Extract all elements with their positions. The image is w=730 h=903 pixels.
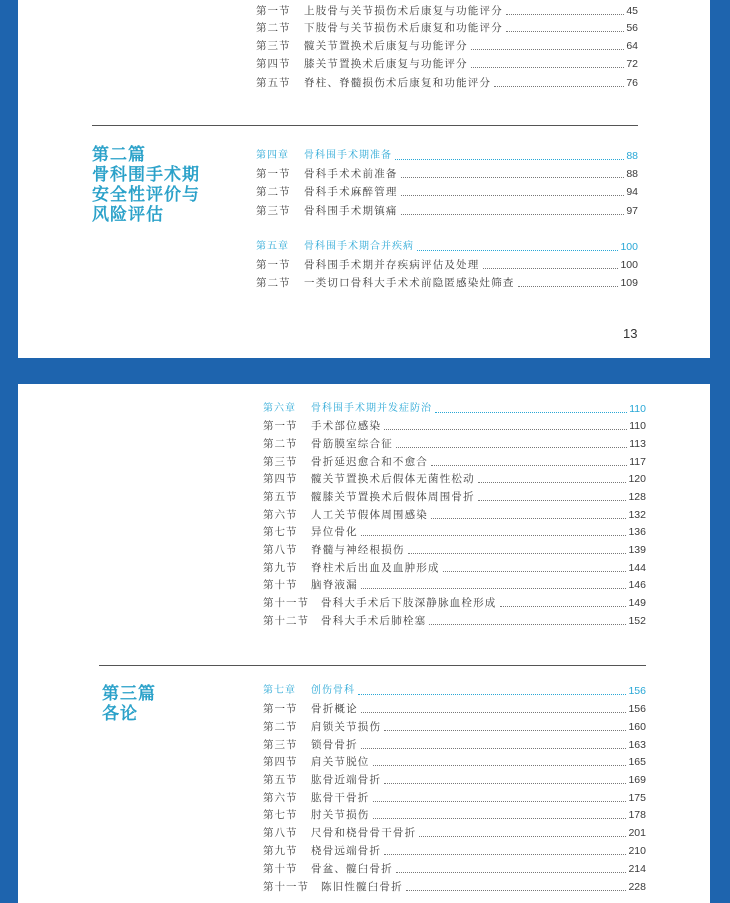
- leader-dots: [373, 765, 627, 766]
- leader-dots: [373, 818, 627, 819]
- toc-section-row[interactable]: [263, 488, 646, 506]
- toc-section-row[interactable]: [263, 842, 646, 860]
- leader-dots: [429, 624, 626, 625]
- leader-dots: [431, 465, 627, 466]
- page-ref: 169: [628, 774, 646, 786]
- page-ref: 56: [626, 22, 638, 34]
- toc-section-row[interactable]: [263, 753, 646, 771]
- toc-section-row[interactable]: [263, 541, 646, 559]
- section-title: 脑脊液漏: [311, 579, 358, 591]
- section-number: 第七节: [263, 526, 298, 538]
- page-ref: 132: [628, 509, 646, 521]
- section-number: 第十二节: [263, 615, 309, 627]
- leader-dots: [401, 177, 625, 178]
- section-number: 第四节: [263, 473, 298, 485]
- toc-section-row[interactable]: [263, 789, 646, 807]
- section-title: 上肢骨与关节损伤术后康复与功能评分: [304, 5, 503, 17]
- toc-section-row[interactable]: [256, 183, 638, 201]
- leader-dots: [384, 730, 626, 731]
- toc-section-row[interactable]: [263, 417, 646, 435]
- page-ref: 146: [628, 579, 646, 591]
- toc-section-row[interactable]: [263, 718, 646, 736]
- section-title: 膝关节置换术后康复与功能评分: [304, 58, 468, 70]
- section-title: 髋关节置换术后康复与功能评分: [304, 40, 468, 52]
- section-number: 第九节: [263, 845, 298, 857]
- toc-section-row[interactable]: [263, 860, 646, 878]
- page-ref: 136: [628, 526, 646, 538]
- section-title: 骨折概论: [311, 703, 358, 715]
- leader-dots: [406, 890, 627, 891]
- leader-dots: [471, 49, 625, 50]
- toc-section-row[interactable]: [263, 453, 646, 471]
- section-number: 第六节: [263, 792, 298, 804]
- section-title: 肱骨干骨折: [311, 792, 370, 804]
- page-ref: 100: [620, 259, 638, 271]
- section-title: 尺骨和桡骨骨干骨折: [311, 827, 417, 839]
- section-number: 第八节: [263, 544, 298, 556]
- toc-section-row[interactable]: [263, 612, 646, 630]
- section-number: 第五节: [263, 491, 298, 503]
- page-ref: 117: [629, 456, 646, 468]
- section-title: 肱骨近端骨折: [311, 774, 382, 786]
- section-number: 第十节: [263, 863, 298, 875]
- part-title: [102, 684, 156, 724]
- section-number: 第一节: [263, 703, 298, 715]
- page-ref: 160: [628, 721, 646, 733]
- page-ref: 45: [626, 5, 638, 17]
- leader-dots: [431, 518, 626, 519]
- leader-dots: [408, 553, 627, 554]
- toc-section-row[interactable]: [256, 202, 638, 220]
- leader-dots: [435, 412, 627, 413]
- leader-dots: [417, 250, 618, 251]
- section-number: 第一节: [256, 168, 291, 180]
- leader-dots: [384, 854, 626, 855]
- section-number: 第十节: [263, 579, 298, 591]
- page-ref: 152: [628, 615, 646, 627]
- leader-dots: [443, 571, 627, 572]
- part-label: 第三篇: [102, 684, 156, 704]
- toc-section-row[interactable]: [263, 878, 646, 896]
- section-title: 异位骨化: [311, 526, 358, 538]
- page-ref: 94: [626, 186, 638, 198]
- part-label: 第二篇: [92, 145, 146, 165]
- section-title: 髋关节置换术后假体无菌性松动: [311, 473, 475, 485]
- section-title: 肩锁关节损伤: [311, 721, 382, 733]
- page-ref: 214: [628, 863, 646, 875]
- page-ref: 88: [626, 168, 638, 180]
- toc-section-row[interactable]: [263, 736, 646, 754]
- page-ref: 165: [628, 756, 646, 768]
- section-title: 骨科大手术后肺栓塞: [321, 615, 427, 627]
- section-title: 骨筋膜室综合征: [311, 438, 393, 450]
- toc-section-row[interactable]: [256, 37, 638, 55]
- page-ref: 76: [626, 77, 638, 89]
- section-title: 人工关节假体周围感染: [311, 509, 428, 521]
- leader-dots: [358, 694, 626, 695]
- toc-section-row[interactable]: [263, 806, 646, 824]
- section-number: 第二节: [256, 277, 291, 289]
- leader-dots: [395, 159, 624, 160]
- section-number: 第五节: [263, 774, 298, 786]
- section-number: 第十一节: [263, 881, 309, 893]
- section-title: 手术部位感染: [311, 420, 382, 432]
- toc-section-row[interactable]: [263, 576, 646, 594]
- leader-dots: [506, 14, 624, 15]
- leader-dots: [494, 86, 624, 87]
- section-title: 肩关节脱位: [311, 756, 370, 768]
- chapter-number: 第七章: [263, 685, 296, 696]
- page-ref: 100: [620, 241, 638, 253]
- toc-section-row[interactable]: [256, 19, 638, 37]
- part-divider: [92, 125, 638, 126]
- section-title: 下肢骨与关节损伤术后康复和功能评分: [304, 22, 503, 34]
- section-number: 第五节: [256, 77, 291, 89]
- toc-section-row[interactable]: [263, 435, 646, 453]
- toc-section-row[interactable]: [263, 594, 646, 612]
- page-ref: 156: [628, 703, 646, 715]
- part-divider: [99, 665, 646, 666]
- page-ref: 128: [628, 491, 646, 503]
- chapter-title: 创伤骨科: [311, 685, 355, 696]
- section-title: 骨科围手术期镇痛: [304, 205, 398, 217]
- section-title: 桡骨远端骨折: [311, 845, 382, 857]
- chapter-title: 骨科围手术期合并疾病: [304, 241, 414, 252]
- page-ref: 64: [626, 40, 638, 52]
- section-number: 第二节: [256, 22, 291, 34]
- part-name-line: 风险评估: [92, 205, 164, 225]
- section-number: 第四节: [263, 756, 298, 768]
- section-number: 第四节: [256, 58, 291, 70]
- section-number: 第三节: [256, 205, 291, 217]
- leader-dots: [478, 482, 627, 483]
- page-ref: 201: [628, 827, 646, 839]
- leader-dots: [401, 195, 625, 196]
- section-number: 第一节: [256, 5, 291, 17]
- toc-section-row[interactable]: [256, 274, 638, 292]
- toc-page-13: [18, 0, 710, 358]
- chapter-number: 第四章: [256, 150, 289, 161]
- page-ref: 163: [628, 739, 646, 751]
- leader-dots: [384, 783, 626, 784]
- section-number: 第三节: [256, 40, 291, 52]
- page-ref: 110: [629, 403, 646, 415]
- toc-section-row[interactable]: [263, 771, 646, 789]
- section-title: 骨科手术术前准备: [304, 168, 398, 180]
- toc-section-row[interactable]: [263, 506, 646, 524]
- toc-section-row[interactable]: [263, 523, 646, 541]
- page-ref: 113: [629, 438, 646, 450]
- leader-dots: [518, 286, 619, 287]
- page-ref: 120: [628, 473, 646, 485]
- chapter-title: 骨科围手术期并发症防治: [311, 403, 432, 414]
- section-title: 脊髓与神经根损伤: [311, 544, 405, 556]
- page-ref: 109: [620, 277, 638, 289]
- leader-dots: [506, 31, 624, 32]
- page-ref: 149: [628, 597, 646, 609]
- toc-section-row[interactable]: [256, 256, 638, 274]
- section-number: 第七节: [263, 809, 298, 821]
- page-ref: 88: [626, 150, 638, 162]
- section-title: 髋膝关节置换术后假体周围骨折: [311, 491, 475, 503]
- page-ref: 144: [628, 562, 646, 574]
- toc-section-row[interactable]: [256, 2, 638, 20]
- part-name-line: 各论: [102, 704, 138, 724]
- section-number: 第一节: [256, 259, 291, 271]
- section-title: 肘关节损伤: [311, 809, 370, 821]
- page-ref: 178: [628, 809, 646, 821]
- chapter-title: 骨科围手术期准备: [304, 150, 392, 161]
- section-title: 锁骨骨折: [311, 739, 358, 751]
- page-ref: 228: [628, 881, 646, 893]
- toc-section-row[interactable]: [263, 700, 646, 718]
- page-ref: 210: [628, 845, 646, 857]
- toc-section-row[interactable]: [256, 74, 638, 92]
- section-number: 第三节: [263, 739, 298, 751]
- section-title: 陈旧性髋臼骨折: [321, 881, 403, 893]
- section-number: 第二节: [263, 721, 298, 733]
- page-ref: 72: [626, 58, 638, 70]
- section-title: 骨折延迟愈合和不愈合: [311, 456, 428, 468]
- toc-page-14: [18, 384, 710, 903]
- toc-chapter-row[interactable]: [256, 147, 638, 165]
- part-title: [92, 145, 200, 225]
- leader-dots: [419, 836, 626, 837]
- page-ref: 175: [628, 792, 646, 804]
- toc-section-row[interactable]: [256, 165, 638, 183]
- section-number: 第九节: [263, 562, 298, 574]
- section-title: 脊柱、脊髓损伤术后康复和功能评分: [304, 77, 492, 89]
- leader-dots: [478, 500, 627, 501]
- section-number: 第三节: [263, 456, 298, 468]
- leader-dots: [500, 606, 627, 607]
- chapter-number: 第六章: [263, 403, 296, 414]
- section-title: 骨盆、髋臼骨折: [311, 863, 393, 875]
- leader-dots: [483, 268, 619, 269]
- section-number: 第十一节: [263, 597, 309, 609]
- leader-dots: [396, 872, 627, 873]
- toc-section-row[interactable]: [263, 824, 646, 842]
- leader-dots: [361, 588, 627, 589]
- toc-section-row[interactable]: [256, 55, 638, 73]
- section-title: 一类切口骨科大手术术前隐匿感染灶筛查: [304, 277, 515, 289]
- part-name-line: 安全性评价与: [92, 185, 200, 205]
- toc-chapter-row[interactable]: [263, 400, 646, 418]
- leader-dots: [373, 801, 627, 802]
- leader-dots: [361, 535, 627, 536]
- leader-dots: [401, 214, 625, 215]
- section-number: 第六节: [263, 509, 298, 521]
- leader-dots: [361, 748, 627, 749]
- toc-chapter-row[interactable]: [256, 238, 638, 256]
- toc-chapter-row[interactable]: [263, 682, 646, 700]
- page-ref: 139: [628, 544, 646, 556]
- page-ref: 156: [628, 685, 646, 697]
- section-title: 骨科手术麻醉管理: [304, 186, 398, 198]
- chapter-number: 第五章: [256, 241, 289, 252]
- leader-dots: [471, 67, 625, 68]
- section-number: 第二节: [256, 186, 291, 198]
- section-title: 脊柱术后出血及血肿形成: [311, 562, 440, 574]
- leader-dots: [361, 712, 627, 713]
- part-name-line: 骨科围手术期: [92, 165, 200, 185]
- section-number: 第二节: [263, 438, 298, 450]
- leader-dots: [396, 447, 627, 448]
- section-title: 骨科围手术期并存疾病评估及处理: [304, 259, 480, 271]
- page-ref: 110: [629, 420, 646, 432]
- toc-section-row[interactable]: [263, 470, 646, 488]
- section-number: 第八节: [263, 827, 298, 839]
- page-ref: 97: [626, 205, 638, 217]
- section-number: 第一节: [263, 420, 298, 432]
- leader-dots: [384, 429, 627, 430]
- section-title: 骨科大手术后下肢深静脉血栓形成: [321, 597, 497, 609]
- toc-section-row[interactable]: [263, 559, 646, 577]
- page-number: 13: [623, 326, 638, 341]
